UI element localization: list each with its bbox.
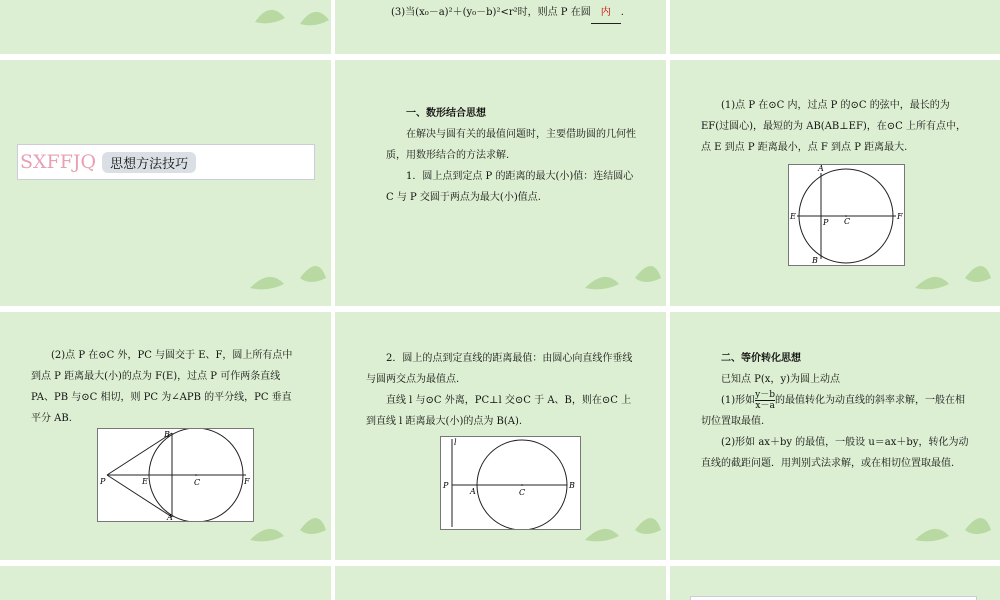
label-p: P — [823, 218, 829, 227]
answer-blank: 内 — [591, 2, 621, 24]
label-b: B — [812, 256, 818, 265]
label-b: B — [569, 481, 575, 490]
line-paragraph-1: 2．圆上的点到定直线的距离最值：由圆心向直线作垂线与圆两交点为最值点. — [366, 353, 633, 385]
label-f: F — [897, 212, 903, 221]
method-paragraph-2: 1．圆上点到定点 P 的距离的最大(小)值：连结圆心 C 与 P 交圆于两点为最大(小)值点. — [386, 171, 634, 203]
slide-top-middle — [335, 0, 666, 54]
tangent-pb — [107, 433, 172, 475]
condition-text: (3)当(x₀－a)²＋(y₀－b)²<r²时，则点 P 在圆 — [391, 7, 591, 18]
center-point — [195, 474, 197, 476]
transform-paragraph-1: 已知点 P(x，y)为圆上动点 — [721, 374, 840, 385]
label-p: P — [100, 477, 106, 486]
line-paragraph-2: 直线 l 与⊙C 外离，PC⊥l 交⊙C 于 A、B，则在⊙C 上到直线 l 距离最大(小)的点为 B(A). — [366, 395, 632, 427]
section-banner — [17, 144, 315, 180]
inside-point-text: (1)点 P 在⊙C 内，过点 P 的⊙C 的弦中，最长的为 EF(过圆心)，最短的为 AB(AB⊥EF)，在⊙C 上所有点中，点 E 到点 P 距离最小，点 F 到点 P 距离最大. — [701, 100, 967, 153]
label-c: C — [519, 488, 526, 497]
label-e: E — [790, 212, 796, 221]
slide-bottom-left — [0, 566, 331, 600]
slide-bottom-middle — [335, 566, 666, 600]
tangent-pa — [107, 475, 172, 517]
leaf-decoration-icon — [905, 248, 995, 298]
label-l: l — [454, 438, 457, 447]
label-c: C — [844, 217, 851, 226]
banner-code: SXFFJQ — [20, 151, 97, 173]
label-b: B — [164, 430, 170, 439]
leaf-decoration-icon — [905, 500, 995, 550]
leaf-decoration-icon — [240, 248, 330, 298]
slide-bottom-right — [670, 566, 1000, 600]
label-a: A — [818, 165, 824, 173]
banner-edge — [690, 596, 977, 600]
method-paragraph-1: 在解决与圆有关的最值问题时，主要借助圆的几何性质，用数形结合的方法求解. — [386, 129, 636, 161]
label-c: C — [194, 478, 201, 487]
leaf-decoration-icon — [240, 500, 330, 550]
transform-paragraph-2: (1)形如 $\frac{y-b}{x-a}$ 的最值转化为动直线的斜率求解，一般在相切位置取最值. — [701, 390, 966, 427]
label-a: A — [470, 487, 476, 496]
heading-shuxing: 一、数形结合思想 — [406, 108, 486, 119]
leaf-decoration-icon — [575, 500, 665, 550]
outside-point-figure — [97, 428, 254, 522]
label-f: F — [244, 477, 250, 486]
transform-paragraph-3: (2)形如 ax＋by 的最值，一般设 u＝ax＋by，转化为动直线的截距问题．用判别式法求解，或在相切位置取最值. — [701, 437, 969, 469]
center-point — [521, 484, 523, 486]
leaf-decoration-icon — [575, 248, 665, 298]
fraction: $\frac{y-b}{x-a}$ — [755, 390, 776, 411]
inside-point-figure — [788, 164, 905, 266]
line-distance-figure — [440, 436, 581, 530]
leaf-decoration-icon — [245, 0, 335, 30]
sector-condition-text — [391, 2, 661, 24]
slide-top-right — [670, 0, 1000, 54]
heading-dengjia: 二、等价转化思想 — [721, 353, 801, 364]
label-p: P — [443, 481, 449, 490]
label-a: A — [167, 513, 173, 521]
banner-title: 思想方法技巧 — [102, 152, 196, 173]
label-e: E — [142, 477, 148, 486]
condition-tail: . — [620, 7, 624, 18]
outside-point-text: (2)点 P 在⊙C 外，PC 与圆交于 E、F，圆上所有点中到点 P 距离最大(小)的点为 F(E)，过点 P 可作两条直线 PA、PB 与⊙C 相切，则 PC 为∠APB 的平分线，PC 垂直平分 AB. — [31, 350, 293, 424]
